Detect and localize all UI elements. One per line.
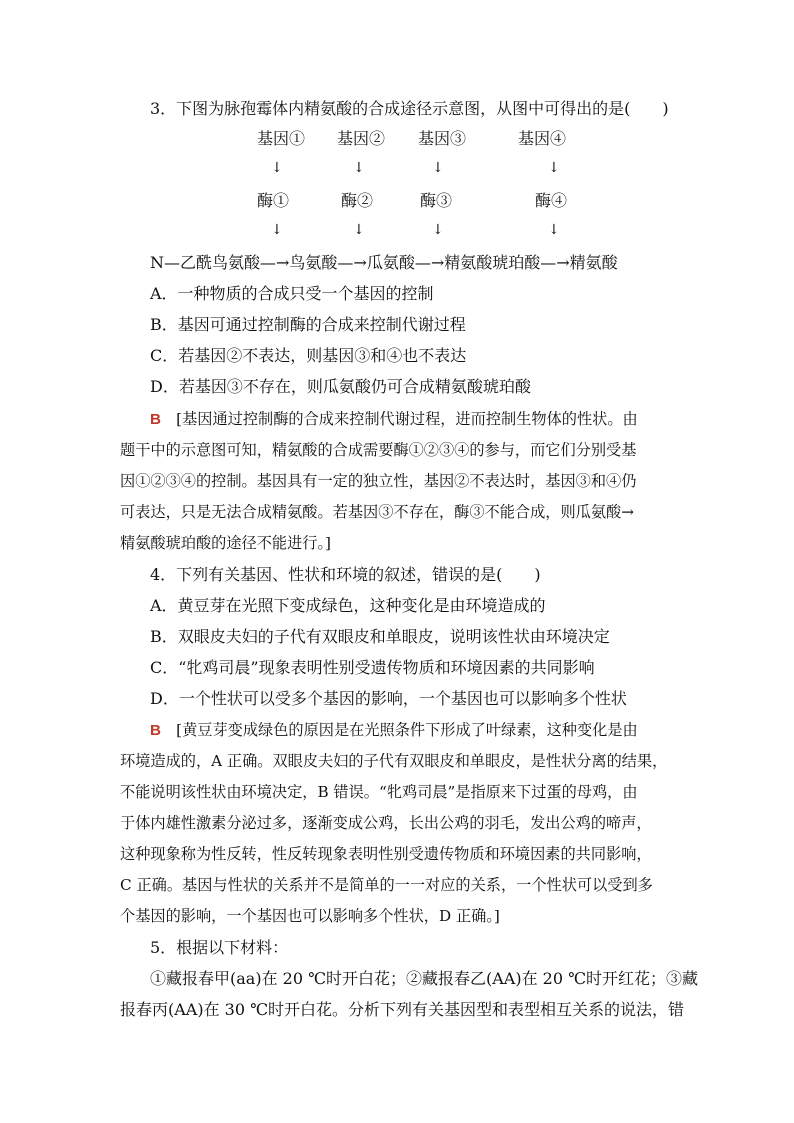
down-arrow-icon: ↓	[548, 222, 560, 238]
q3-explanation-line: 因①②③④的控制。基因具有一定的独立性，基因②不表达时，基因③和④仍	[120, 472, 637, 490]
q4-explanation-line: 不能说明该性状由环境决定，B 错误。“牝鸡司晨”是指原来下过蛋的母鸡，由	[120, 783, 638, 801]
q3-option-a: A．一种物质的合成只受一个基因的控制	[150, 284, 434, 303]
q3-answer-letter: B	[150, 411, 161, 428]
q3-explanation-line: 可表达，只是无法合成精氨酸。若基因③不存在，酶③不能合成，则瓜氨酸→	[120, 503, 634, 521]
down-arrow-icon: ↓	[432, 222, 444, 238]
q3-explanation-line: 题干中的示意图可知，精氨酸的合成需要酶①②③④的参与，而它们分别受基	[120, 441, 637, 459]
q3-option-d: D．若基因③不存在，则瓜氨酸仍可合成精氨酸琥珀酸	[150, 377, 531, 396]
q4-explanation-line: C 正确。基因与性状的关系并不是简单的一一对应的关系，一个性状可以受到多	[120, 876, 653, 894]
down-arrow-icon: ↓	[353, 222, 365, 238]
q4-explanation-text: [黄豆芽变成绿色的原因是在光照条件下形成了叶绿素，这种变化是由	[176, 721, 638, 739]
q4-option-b: B．双眼皮夫妇的子代有双眼皮和单眼皮，说明该性状由环境决定	[150, 627, 610, 646]
q4-explanation-line: 环境造成的，A 正确。双眼皮夫妇的子代有双眼皮和单眼皮，是性状分离的结果，	[120, 752, 668, 770]
q3-explanation-line: 精氨酸琥珀酸的途径不能进行。]	[120, 534, 331, 552]
q3-explanation-text: [基因通过控制酶的合成来控制代谢过程，进而控制生物体的性状。由	[176, 410, 638, 428]
gene-1-label: 基因①	[257, 129, 306, 148]
enzyme-4-label: 酶④	[535, 191, 568, 210]
q4-option-c: C．“牝鸡司晨”现象表明性别受遗传物质和环境因素的共同影响	[150, 658, 595, 677]
gene-4-label: 基因④	[518, 129, 567, 148]
down-arrow-icon: ↓	[353, 160, 365, 176]
enzyme-1-label: 酶①	[257, 191, 290, 210]
q4-explanation-line: 个基因的影响，一个基因也可以影响多个性状，D 正确。]	[120, 907, 500, 925]
down-arrow-icon: ↓	[271, 222, 283, 238]
down-arrow-icon: ↓	[548, 160, 560, 176]
q4-explanation-line: 于体内雄性激素分泌过多，逐渐变成公鸡，长出公鸡的羽毛，发出公鸡的啼声，	[120, 814, 652, 832]
gene-2-label: 基因②	[337, 129, 386, 148]
down-arrow-icon: ↓	[432, 160, 444, 176]
q4-option-a: A．黄豆芽在光照下变成绿色，这种变化是由环境造成的	[150, 596, 546, 615]
q5-material-line: ①藏报春甲(aa)在 20 ℃时开白花；②藏报春乙(AA)在 20 ℃时开红花；③藏	[150, 969, 699, 988]
q3-pathway: N—乙酰鸟氨酸—→鸟氨酸—→瓜氨酸—→精氨酸琥珀酸—→精氨酸	[150, 253, 618, 272]
q3-option-c: C．若基因②不表达，则基因③和④也不表达	[150, 346, 467, 365]
q3-option-b: B．基因可通过控制酶的合成来控制代谢过程	[150, 315, 466, 334]
gene-3-label: 基因③	[418, 129, 467, 148]
enzyme-2-label: 酶②	[341, 191, 374, 210]
down-arrow-icon: ↓	[271, 160, 283, 176]
enzyme-3-label: 酶③	[420, 191, 453, 210]
q4-explanation-line: 这种现象称为性反转，性反转现象表明性别受遗传物质和环境因素的共同影响，	[120, 845, 652, 863]
q4-stem: 4．下列有关基因、性状和环境的叙述，错误的是( )	[150, 565, 541, 584]
q3-answer-line-1	[150, 409, 638, 430]
q4-option-d: D．一个性状可以受多个基因的影响，一个基因也可以影响多个性状	[150, 689, 627, 708]
q4-answer-letter: B	[150, 722, 161, 739]
q5-material-line: 报春丙(AA)在 30 ℃时开白花。分析下列有关基因型和表型相互关系的说法，错	[120, 1000, 685, 1019]
q5-stem: 5．根据以下材料：	[150, 938, 289, 957]
q4-answer-line-1	[150, 720, 638, 741]
q3-stem: 3．下图为脉孢霉体内精氨酸的合成途径示意图，从图中可得出的是( )	[150, 99, 669, 118]
